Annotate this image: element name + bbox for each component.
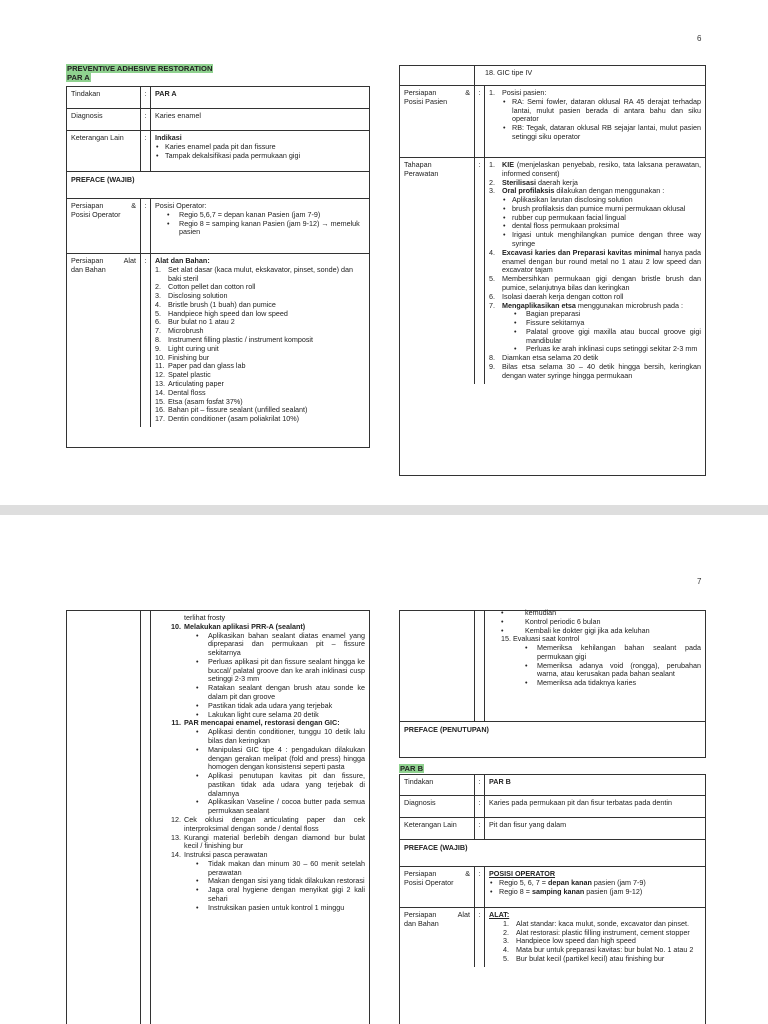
preface-heading: PREFACE (WAJIB) [71,175,135,184]
list-item: • Perluas aplikasi pit dan fissure sealant hingga ke buccal/ palatal groove dan ke arah inklinasi cusp setinggi 2-3 mm [184,658,365,684]
item-text: Mata bur untuk preparasi kavitas: bur bulat No. 1 atau 2 [516,945,694,955]
label-text: Persiapan [404,88,437,97]
label-text: Perawatan [404,168,439,178]
list-item: • Irigasi untuk menghilangkan pumice dengan three way syringe [502,231,701,249]
list-item: • Regio 8 = samping kanan pasien (jam 9-12) [489,888,701,897]
item-number: 2. [503,927,509,937]
item-number: 1. [503,918,509,928]
par-b-table [399,774,706,1024]
list-item: • Bagian preparasi [502,310,701,319]
list-item [155,415,365,424]
step-12: 12. Cek oklusi dengan articulating paper dan cek interproksimal dengan sonde / dental floss [171,814,365,833]
continued-text: terlihat frosty [184,613,226,622]
item-text: Cotton pellet dan cotton roll [168,282,256,292]
list-item: • Kembali ke dokter gigi jika ada keluhan [489,627,701,636]
row-posisi-pasien [400,86,705,158]
list-item: • RB: Tegak, dataran oklusal RB sejajar lantai, mulut pasien setinggi siku operator [502,124,701,142]
item-text: Dental floss [168,387,206,397]
row-tindakan [400,775,705,796]
item-text: Spatel plastic [168,370,211,380]
list-item: • Jaga oral hygiene dengan menyikat gigi 2 kali sehari [184,886,365,904]
label-diagnosis: Diagnosis [400,796,475,817]
list-item: • Perluas ke arah inklinasi cups setinggi sekitar 2-3 mm [502,345,701,354]
page-number: 6 [697,34,702,43]
colon: : [475,775,485,795]
label-text: dan Bahan [71,264,106,274]
list-item: • Kontrol periodic 6 bulan [489,618,701,627]
colon: : [141,254,151,427]
item-number: 14. [155,387,165,397]
item-text: Dentin conditioner (asam poliakrilat 10%) [168,414,300,424]
item-number: 3. [155,291,161,301]
list-item: • Ratakan sealant dengan brush atau sonde ke dalam pit dan groove [184,684,365,702]
label-text: dan Bahan [404,918,439,928]
item-number: 5. [503,953,509,963]
par-a-closing-table [399,610,706,758]
label-tindakan: Tindakan [67,87,141,108]
step-10: 10. Melakukan aplikasi PRR-A (sealant) • Aplikasikan bahan sealant diatas enamel yang dipreparasi dan permukaan pit – fissure sekitarnya • Perluas aplikasi pit dan fissure sealant hingga ke buccal/ palatal groove dan ke arah inklinasi cusp setinggi 2-3 mm • Ratakan sealant dengan brush atau sonde ke dalam pit dan groove • Pastikan tidak ada udara yang terjebak • Lakukan light cure selama 20 detik [157,623,365,720]
item-number: 4. [155,299,161,309]
item-text: Articulating paper [168,378,224,388]
item-number: 12. [155,370,165,380]
par-a-steps-table [399,65,706,476]
label-text: & [131,201,136,210]
colon: : [141,199,151,253]
list-item: • Aplikasi penutupan kavitas pit dan fissure, pastikan tidak ada udara yang terjebak di dalamnya [184,772,365,798]
par-a-steps-continued [66,610,370,1024]
label-tindakan: Tindakan [400,775,475,795]
colon: : [141,109,151,130]
label-alat-bahan [67,254,141,427]
list-item: • Instruksikan pasien untuk kontrol 1 minggu [184,904,365,913]
document-title-block [66,65,213,82]
item-number: 11. [155,361,165,371]
label-keterangan: Keterangan Lain [400,818,475,839]
label-text: Persiapan [404,869,437,878]
label-text: Posisi Operator [71,209,121,219]
item-text: Bur bulat kecil (partikel kecil) atau finishing bur [516,953,665,963]
list-item: • Karies enamel pada pit dan fissure [155,143,365,152]
page-6 [0,0,768,505]
row-keterangan [400,818,705,840]
value-diagnosis: Karies pada permukaan pit dan fisur terbatas pada dentin [489,798,673,807]
row-posisi-operator [400,867,705,908]
label-tahapan [400,158,475,384]
step-15: 15. Evaluasi saat kontrol • Memeriksa kehilangan bahan sealant pada permukaan gigi • Memeriksa adanya void (rongga), perubahan warna, atau kerusakan pada bahan sealant • Memeriksa ada tidaknya karies [489,635,701,688]
list-item: • Aplikasi dentin conditioner, tunggu 10 detik lalu bilas dan keringkan [184,728,365,746]
colon: : [475,818,485,839]
list-item: • Regio 5, 6, 7 = depan kanan pasien (jam 7-9) [489,879,701,888]
step-1: 1. KIE (menjelaskan penyebab, resiko, tata laksana perawatan, informed consent) [489,160,701,178]
list-item: • Pastikan tidak ada udara yang terjebak [184,702,365,711]
item-number: 9. [155,343,161,353]
row-alat-bahan [400,908,705,967]
step-number: 1. [489,88,495,97]
label-text: Tahapan [404,160,432,169]
list-item: • Regio 5,6,7 = depan kanan Pasien (jam 7-9) [155,211,365,220]
step-13: 13. Kurangi material berlebih dengan diamond bur bulat kecil / finishing bur [171,832,365,851]
label-text: Alat [457,910,470,919]
item-text: Bristle brush (1 buah) dan pumice [168,299,276,309]
label-posisi-operator [400,867,475,907]
list-item: • Tampak dekalsifikasi pada permukaan gigi [155,152,365,161]
item-number: 17. [155,414,165,424]
list-item: • Makan dengan sisi yang tidak dilakukan restorasi [184,877,365,886]
item-number: 3. [503,936,509,946]
colon: : [475,867,485,907]
label-text: Persiapan [71,256,104,265]
item-number: 1. [155,264,161,274]
row-diagnosis [67,109,369,131]
item-number: 15. [155,396,165,406]
list-item: • Memeriksa kehilangan bahan sealant pada permukaan gigi [513,644,701,662]
document-title: PREVENTIVE ADHESIVE RESTORATION [67,64,213,73]
alat-list [489,920,701,964]
item-number: 8. [155,335,161,345]
list-item: • RA: Semi fowler, dataran oklusal RA 45 derajat terhadap lantai, mulut pasien berada di antara bahu dan siku operator [502,98,701,124]
list-item: • dental floss permukaan proksimal [502,222,701,231]
item-text: Light curing unit [168,343,219,353]
item-number: 16. [155,405,165,415]
step-8: 8. Diamkan etsa selama 20 detik [489,353,599,363]
item-number: 6. [155,317,161,327]
alat-list [155,266,365,424]
colon: : [141,131,151,171]
colon: : [475,158,485,384]
row-posisi-operator [67,199,369,254]
row-diagnosis [400,796,705,818]
list-item: • Fissure sekitarnya [502,319,701,328]
label-alat-bahan [400,908,475,967]
label-text: Alat [123,256,136,265]
section-title: PAR A [67,72,90,82]
colon: : [475,86,485,157]
value-tindakan: PAR A [155,89,177,98]
label-diagnosis: Diagnosis [67,109,141,130]
item-text: Alat restorasi: plastic filling instrument, cement stopper [516,927,690,937]
value-tindakan: PAR B [489,777,511,786]
step-6: 6. Isolasi daerah kerja dengan cotton roll [489,291,624,301]
label-posisi-pasien [400,86,475,157]
item-text: Handpiece low speed dan high speed [516,936,636,946]
item-text: Alat standar: kaca mulut, sonde, excavator dan pinset. [516,918,689,928]
list-item: • Tidak makan dan minum 30 – 60 menit setelah perawatan [184,860,365,878]
item-text: Bur bulat no 1 atau 2 [168,317,235,327]
step-4: 4. Excavasi karies dan Preparasi kavitas minimal hanya pada enamel dengan bur round metal no 1 atau 2 low speed dan excavator tajam [489,247,701,275]
label-text: Posisi Operator [404,877,454,887]
colon: : [475,908,485,967]
label-text: & [465,88,470,97]
item-text: Handpiece high speed dan low speed [168,308,288,318]
label-posisi-operator [67,199,141,253]
label-keterangan: Keterangan Lain [67,131,141,171]
list-item: • kemudian [489,609,701,618]
alat-heading: ALAT: [489,910,510,919]
row-keterangan [67,131,369,172]
list-item [503,955,701,964]
row-tahapan-perawatan [400,158,705,384]
posisi-pasien-heading: Posisi pasien: [502,88,547,97]
label-text: Posisi Pasien [404,96,448,106]
item-number: 4. [503,945,509,955]
colon: : [475,796,485,817]
step-7: 7. Mengaplikasikan etsa menggunakan microbrush pada : • Bagian preparasi • Fissure sekitarnya • Palatal groove gigi maxilla atau buccal groove gigi mandibular • Perluas ke arah inklinasi cups setinggi sekitar 2-3 mm [489,302,701,355]
list-item: • rubber cup permukaan facial lingual [502,214,701,223]
indikasi-heading: Indikasi [155,133,182,142]
item-number: 13. [155,378,165,388]
list-item: • Memeriksa ada tidaknya karies [513,679,701,688]
item-text: Finishing bur [168,352,210,362]
list-item: • Aplikasikan Vaseline / cocoa butter pada semua permukaan sealant [184,798,365,816]
item-text: Etsa (asam fosfat 37%) [168,396,243,406]
posisi-operator-heading: POSISI OPERATOR [489,869,556,878]
item-text: Paper pad dan glass lab [168,361,246,371]
list-item: • Memeriksa adanya void (rongga), perubahan warna, atau kerusakan pada bahan sealant [513,662,701,680]
page-7 [0,515,768,1024]
item-number: 2. [155,282,161,292]
row-alat-bahan [67,254,369,427]
list-item: • brush profilaksis dan pumice murni permukaan oklusal [502,205,701,214]
label-text: Persiapan [71,201,104,210]
value-keterangan: Pit dan fisur yang dalam [489,820,567,829]
list-item: • Lakukan light cure selama 20 detik [184,711,365,720]
step-11: 11. PAR mencapai enamel, restorasi dengan GIC: • Aplikasi dentin conditioner, tunggu 10 detik lalu bilas dan keringkan • Manipulasi GIC tipe 4 : pengadukan dilakukan dengan gerakan melipat (fold and press) hingga homogen dengan konsistensi seperti pasta • Aplikasi penutupan kavitas pit dan fissure, pastikan tidak ada udara yang terjebak di dalamnya • Aplikasikan Vaseline / cocoa butter pada semua permukaan sealant [157,719,365,816]
item-number: 5. [155,308,161,318]
label-text: & [465,869,470,878]
label-text: Persiapan [404,910,437,919]
list-item: 18. GIC tipe IV [485,68,533,77]
item-text: Instrument filling plastic / instrument komposit [168,335,314,345]
item-number: 10. [155,352,165,362]
item-text: Microbrush [168,326,204,336]
list-item: • Palatal groove gigi maxilla atau buccal groove gigi mandibular [502,328,701,346]
item-text: Set alat dasar (kaca mulut, ekskavator, pinset, sonde) dan baki steril [168,264,353,283]
step-2: 2. Sterilisasi daerah kerja [489,177,578,187]
list-item: • Manipulasi GIC tipe 4 : pengadukan dilakukan dengan gerakan melipat (fold and press) hingga homogen dengan konsistensi seperti pasta [184,746,365,772]
item-text: Disclosing solution [168,291,228,301]
par-a-table [66,86,370,448]
alat-heading: Alat dan Bahan: [155,256,210,265]
preface-penutupan-heading: PREFACE (PENUTUPAN) [404,725,489,734]
row-preface [400,840,705,867]
preface-heading: PREFACE (WAJIB) [404,843,468,852]
list-item: • Aplikasikan larutan disclosing solution [502,196,701,205]
item-number: 7. [155,326,161,336]
section-title: PAR B [400,764,424,773]
row-preface [67,172,369,199]
value-diagnosis: Karies enamel [155,111,201,120]
step-9: 9. Bilas etsa selama 30 – 40 detik hingga bersih, keringkan dengan water syringe hingga permukaan [489,361,701,380]
step-14: 14. Instruksi pasca perawatan • Tidak makan dan minum 30 – 60 menit setelah perawatan • Makan dengan sisi yang tidak dilakukan restorasi • Jaga oral hygiene dengan menyikat gigi 2 kali sehari • Instruksikan pasien untuk kontrol 1 minggu [157,851,365,912]
posisi-operator-heading: Posisi Operator: [155,201,207,210]
item-text: Bahan pit – fissure sealant (unfilled sealant) [168,405,308,415]
step-3: 3. Oral profilaksis dilakukan dengan menggunakan : • Aplikasikan larutan disclosing solution • brush profilaksis dan pumice murni permukaan oklusal • rubber cup permukaan facial lingual • dental floss permukaan proksimal • Irigasi untuk menghilangkan pumice dengan three way syringe [489,187,701,248]
list-item: • Regio 8 = samping kanan Pasien (jam 9-12) → memeluk pasien [155,220,365,238]
row-tindakan [67,87,369,109]
colon: : [141,87,151,108]
step-5: 5. Membersihkan permukaan gigi dengan bristle brush dan pumice, selanjutnya bilas dan keringkan [489,274,701,292]
list-item: • Aplikasikan bahan sealant diatas enamel yang dipreparasi dan permukaan pit – fissure sekitarnya [184,632,365,658]
row-gic [400,66,705,86]
page-number: 7 [697,577,702,586]
list-item [155,266,365,284]
